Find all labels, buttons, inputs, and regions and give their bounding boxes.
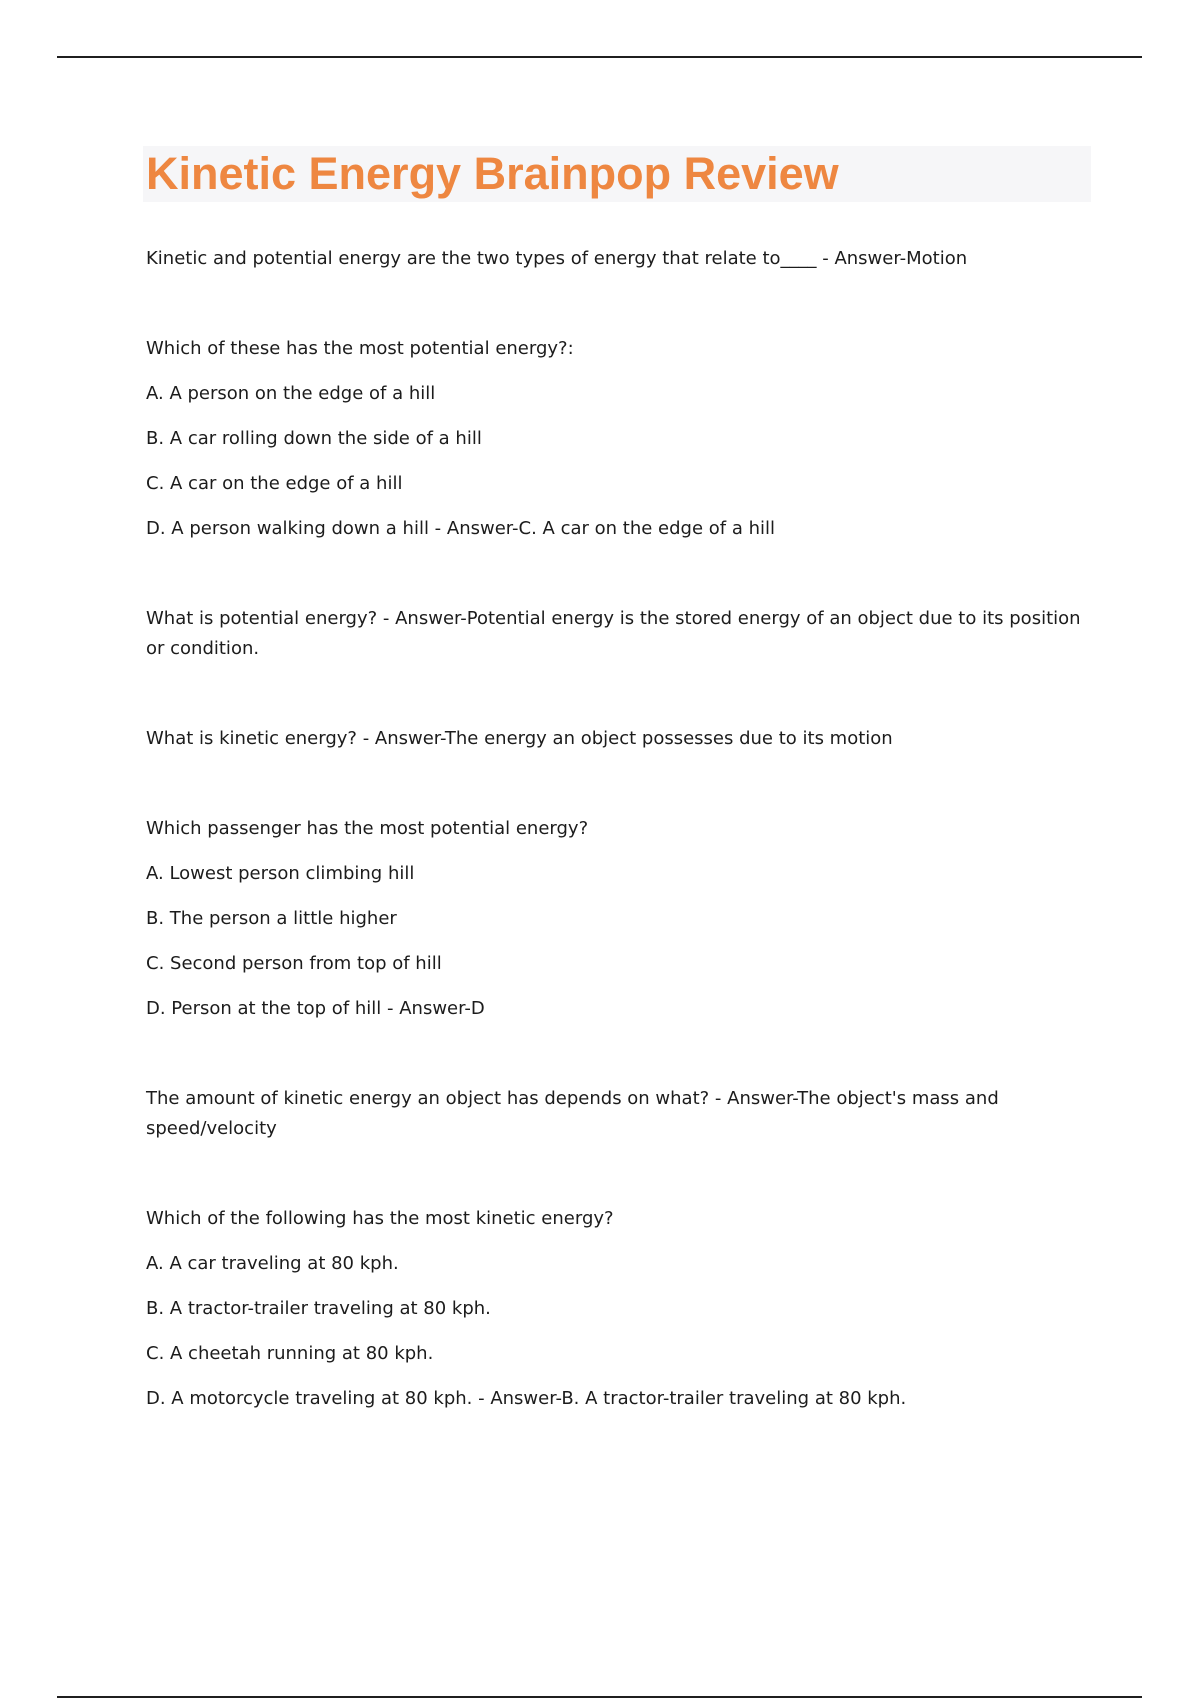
qa-item <box>146 724 1091 754</box>
answer-option: A. Lowest person climbing hill <box>146 863 415 884</box>
answer-option: B. The person a little higher <box>146 908 397 929</box>
qa-item <box>146 604 1091 664</box>
question-stem: Which of the following has the most kinetic energy? <box>146 1208 614 1229</box>
qa-text: What is kinetic energy? - Answer-The energy an object possesses due to its motion <box>146 728 893 749</box>
qa-text: The amount of kinetic energy an object has depends on what? - Answer-The object's mass and speed/velocity <box>146 1088 999 1139</box>
answer-option: A. A car traveling at 80 kph. <box>146 1253 399 1274</box>
answer-option: D. A motorcycle traveling at 80 kph. - Answer-B. A tractor-trailer traveling at 80 kph. <box>146 1388 907 1409</box>
top-rule <box>57 56 1142 58</box>
qa-item <box>146 334 1091 544</box>
bottom-rule <box>57 1696 1142 1698</box>
qa-item <box>146 1204 1091 1414</box>
answer-option: D. A person walking down a hill - Answer-C. A car on the edge of a hill <box>146 518 775 539</box>
qa-item <box>146 244 1091 274</box>
answer-option: A. A person on the edge of a hill <box>146 383 436 404</box>
qa-item <box>146 814 1091 1024</box>
answer-option: C. Second person from top of hill <box>146 953 442 974</box>
question-stem: Which passenger has the most potential energy? <box>146 818 589 839</box>
answer-option: B. A car rolling down the side of a hill <box>146 428 482 449</box>
qa-item <box>146 1084 1091 1144</box>
qa-text: What is potential energy? - Answer-Potential energy is the stored energy of an object due to its position or condition. <box>146 608 1081 659</box>
answer-option: B. A tractor-trailer traveling at 80 kph. <box>146 1298 491 1319</box>
answer-option: D. Person at the top of hill - Answer-D <box>146 998 485 1019</box>
question-stem: Which of these has the most potential energy?: <box>146 338 574 359</box>
answer-option: C. A car on the edge of a hill <box>146 473 403 494</box>
qa-text: Kinetic and potential energy are the two types of energy that relate to____ - Answer-Motion <box>146 248 968 269</box>
answer-option: C. A cheetah running at 80 kph. <box>146 1343 434 1364</box>
document-body <box>146 244 1091 1474</box>
document-title: Kinetic Energy Brainpop Review <box>146 148 839 199</box>
